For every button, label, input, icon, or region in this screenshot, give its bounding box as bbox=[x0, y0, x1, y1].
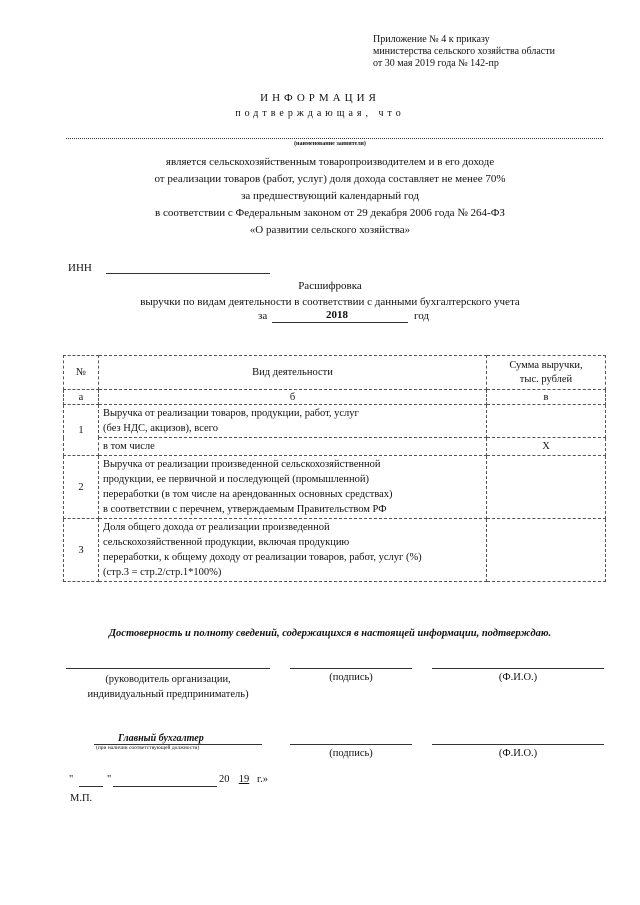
decoding-block bbox=[0, 278, 640, 310]
chief-sign-caption: (подпись) bbox=[329, 748, 373, 759]
row1-sub-value: X bbox=[487, 438, 606, 456]
appendix-line-1: Приложение № 4 к приказу bbox=[373, 34, 490, 45]
date-year-value: 19 bbox=[238, 774, 250, 785]
chief-accountant-title: Главный бухгалтер bbox=[118, 733, 204, 744]
row3-line-4: (стр.3 = стр.2/стр.1*100%) bbox=[103, 567, 222, 578]
row2-sum bbox=[487, 456, 606, 519]
row1-num: 1 bbox=[64, 405, 99, 456]
statement-line-2: от реализации товаров (работ, услуг) доля дохода составляет не менее 70% bbox=[154, 173, 506, 185]
row1-line-2: (без НДС, акцизов), всего bbox=[103, 423, 218, 434]
row1-sum bbox=[487, 405, 606, 438]
confirmation-text: Достоверность и полноту сведений, содержащихся в настоящей информации, подтверждаю. bbox=[108, 628, 552, 639]
head-caption-line-2: индивидуальный предприниматель) bbox=[87, 689, 249, 700]
appendix-line-2: министерства сельского хозяйства области bbox=[373, 46, 555, 57]
date-year-prefix: 20 bbox=[219, 774, 230, 785]
applicant-name-line bbox=[66, 138, 603, 139]
statement-line-1: является сельскохозяйственным товаропроизводителем и в его доходе bbox=[165, 156, 495, 168]
year-underline bbox=[272, 322, 408, 323]
appendix-line-3: от 30 мая 2019 года № 142-пр bbox=[373, 58, 499, 69]
letter-a: а bbox=[64, 390, 99, 405]
day-line bbox=[79, 786, 103, 787]
table-header-row bbox=[64, 356, 606, 390]
statement-line-5: «О развитии сельского хозяйства» bbox=[249, 224, 411, 236]
statement-line-4: в соответствии с Федеральным законом от 29 декабря 2006 года № 264-ФЗ bbox=[155, 207, 505, 219]
row3-num: 3 bbox=[64, 519, 99, 582]
year-prefix: за bbox=[258, 310, 268, 322]
header-activity: Вид деятельности bbox=[99, 356, 487, 390]
revenue-table bbox=[63, 355, 606, 582]
document-subtitle: подтверждающая, что bbox=[235, 108, 405, 119]
head-caption bbox=[66, 672, 270, 702]
head-sign-line bbox=[290, 668, 412, 669]
head-fio-line bbox=[432, 668, 604, 669]
row3-sum bbox=[487, 519, 606, 582]
year-suffix: год bbox=[414, 310, 430, 322]
header-sum-line-1: Сумма выручки, bbox=[509, 359, 583, 371]
table-row bbox=[64, 519, 606, 582]
year-row bbox=[258, 310, 458, 322]
row3-line-2: сельскохозяйственной продукции, включая продукцию bbox=[103, 537, 350, 548]
month-line bbox=[113, 786, 217, 787]
statement-block bbox=[0, 154, 640, 239]
statement-line-3: за предшествующий календарный год bbox=[241, 190, 419, 202]
applicant-caption: (наименование заявителя) bbox=[294, 141, 366, 147]
table-row bbox=[64, 405, 606, 438]
chief-title-caption: (при наличии соответствующей должности) bbox=[96, 745, 200, 751]
row3-desc bbox=[99, 519, 487, 582]
chief-fio-line bbox=[432, 744, 604, 745]
date-quote-open: " bbox=[69, 774, 74, 785]
decoding-subtitle: выручки по видам деятельности в соответствии с данными бухгалтерского учета bbox=[140, 296, 520, 308]
chief-sign-line bbox=[290, 744, 412, 745]
head-sign-caption: (подпись) bbox=[329, 672, 373, 683]
row3-line-3: переработки, к общему доходу от реализации товаров, работ, услуг (%) bbox=[103, 552, 422, 563]
row2-line-2: продукции, ее первичной и последующей (промышленной) bbox=[103, 474, 369, 485]
year-value: 2018 bbox=[326, 309, 348, 321]
row2-line-1: Выручка от реализации произведенной сельскохозяйственной bbox=[103, 459, 381, 470]
row2-line-3: переработки (в том числе на арендованных основных средствах) bbox=[103, 489, 393, 500]
date-row bbox=[69, 774, 309, 790]
row2-desc bbox=[99, 456, 487, 519]
document-title: ИНФОРМАЦИЯ bbox=[260, 92, 380, 104]
header-sum-line-2: тыс. рублей bbox=[519, 373, 573, 385]
decoding-title: Расшифровка bbox=[298, 280, 362, 292]
table-letters-row bbox=[64, 390, 606, 405]
row1-desc bbox=[99, 405, 487, 438]
row3-line-1: Доля общего дохода от реализации произведенной bbox=[103, 522, 330, 533]
row2-line-4: в соответствии с перечнем, утверждаемым Правительством РФ bbox=[103, 504, 387, 515]
head-caption-line-1: (руководитель организации, bbox=[105, 674, 231, 685]
date-year-suffix: г.» bbox=[257, 774, 268, 785]
appendix-note bbox=[373, 34, 633, 70]
row1-line-1: Выручка от реализации товаров, продукции, работ, услуг bbox=[103, 408, 359, 419]
table-row bbox=[64, 438, 606, 456]
chief-fio-caption: (Ф.И.О.) bbox=[498, 748, 538, 759]
row1-sub-label: в том числе bbox=[99, 438, 487, 456]
letter-c: в bbox=[487, 390, 606, 405]
header-num: № bbox=[64, 356, 99, 390]
table-row bbox=[64, 456, 606, 519]
stamp-label: М.П. bbox=[70, 793, 93, 804]
date-quote-close: " bbox=[107, 774, 112, 785]
inn-field-line bbox=[106, 273, 270, 274]
header-sum bbox=[487, 356, 606, 390]
row2-num: 2 bbox=[64, 456, 99, 519]
letter-b: б bbox=[99, 390, 487, 405]
head-fio-caption: (Ф.И.О.) bbox=[498, 672, 538, 683]
head-signature-line bbox=[66, 668, 270, 669]
inn-label: ИНН bbox=[68, 262, 92, 274]
